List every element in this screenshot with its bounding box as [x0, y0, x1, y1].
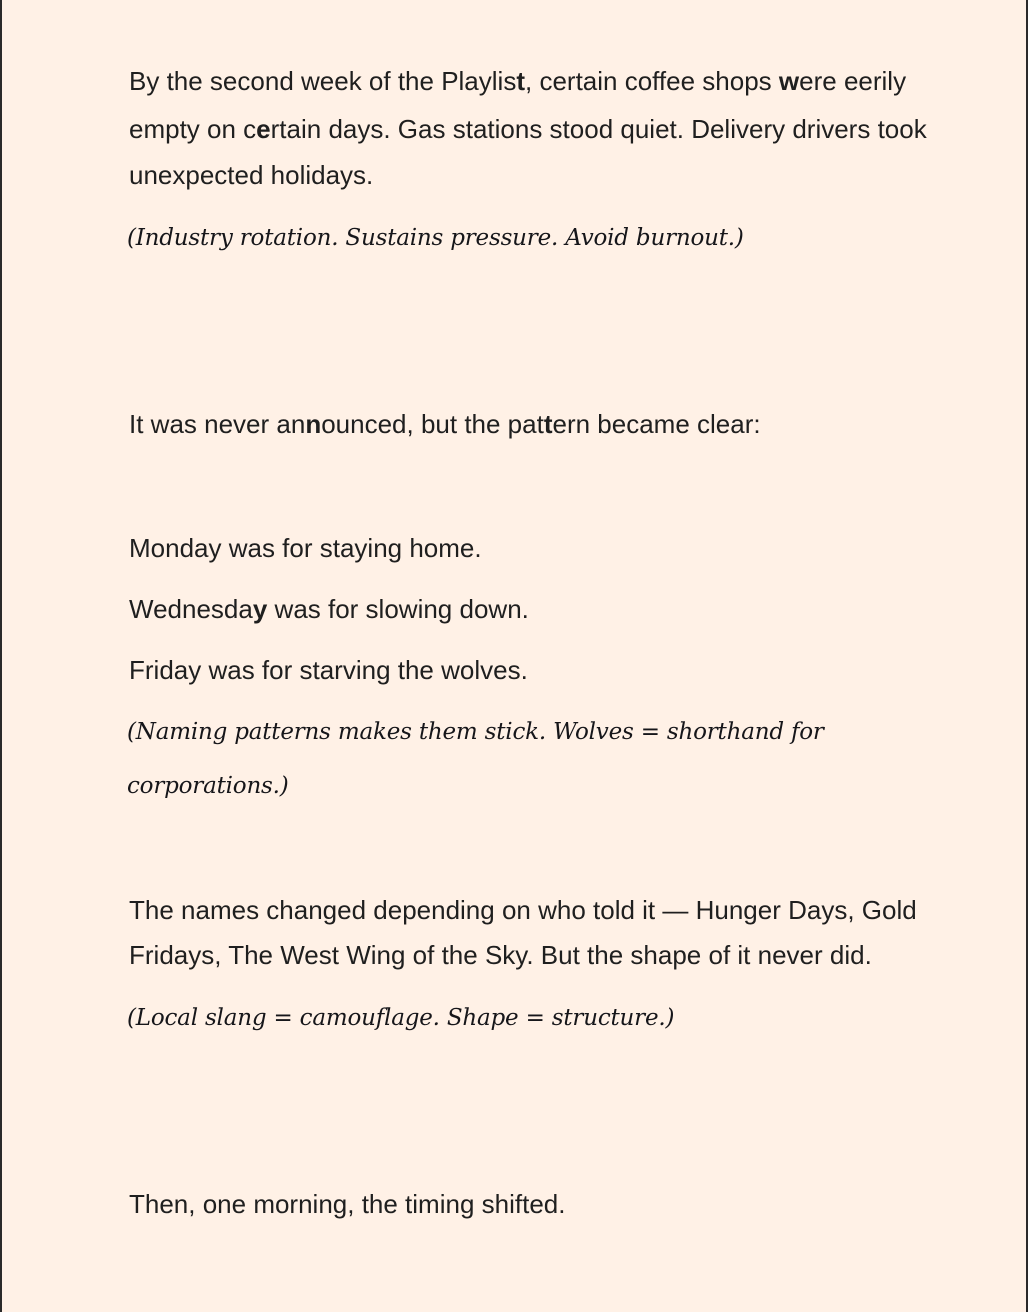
left-edge-border	[0, 0, 2, 1312]
wednesday-line: Wednesday was for slowing down.	[129, 594, 529, 624]
p3-line-1: The names changed depending on who told it — Hunger Days, Gold	[129, 895, 917, 925]
p1-line-3: unexpected holidays.	[129, 160, 374, 190]
list-handwritten-note-line-1: (Naming patterns makes them stick. Wolves = shorthand for	[127, 719, 824, 745]
friday-line: Friday was for starving the wolves.	[129, 655, 528, 685]
p3-handwritten-note: (Local slang = camouflage. Shape = structure.)	[127, 1005, 675, 1031]
list-handwritten-note-line-2: corporations.)	[127, 773, 289, 799]
monday-line: Monday was for staying home.	[129, 533, 482, 563]
p3-line-2: Fridays, The West Wing of the Sky. But the shape of it never did.	[129, 940, 872, 970]
p1-handwritten-note: (Industry rotation. Sustains pressure. Avoid burnout.)	[127, 225, 744, 251]
p1-line-2: empty on certain days. Gas stations stood quiet. Delivery drivers took	[129, 114, 927, 144]
p4-line: Then, one morning, the timing shifted.	[129, 1189, 566, 1219]
p1-line-1: By the second week of the Playlist, certain coffee shops were eerily	[129, 66, 907, 96]
p2-line: It was never announced, but the pattern became clear:	[129, 409, 761, 439]
